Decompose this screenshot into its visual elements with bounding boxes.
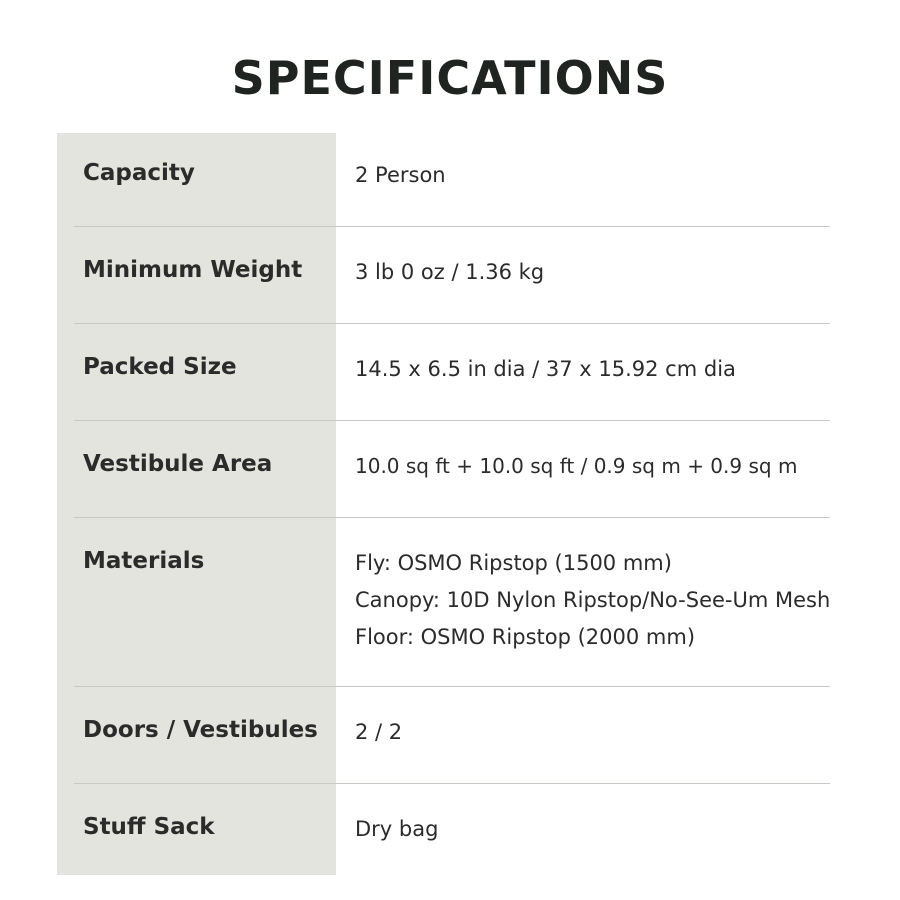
spec-value-line: Canopy: 10D Nylon Ripstop/No-See-Um Mesh [355, 588, 831, 612]
spec-value: 2 / 2 [355, 720, 403, 744]
row-divider [74, 686, 830, 687]
page-title: SPECIFICATIONS [231, 51, 669, 105]
row-divider [74, 783, 830, 784]
label-column-background [57, 133, 336, 875]
row-divider [74, 226, 830, 227]
spec-label: Doors / Vestibules [83, 717, 318, 743]
row-divider [74, 517, 830, 518]
spec-value: 14.5 x 6.5 in dia / 37 x 15.92 cm dia [355, 357, 736, 381]
spec-label: Vestibule Area [83, 451, 273, 477]
row-divider [74, 323, 830, 324]
row-divider [74, 420, 830, 421]
spec-value: Dry bag [355, 817, 439, 841]
spec-label: Materials [83, 548, 205, 574]
spec-label: Capacity [83, 160, 195, 186]
spec-label: Packed Size [83, 354, 237, 380]
spec-value: 2 Person [355, 163, 446, 187]
spec-label: Stuff Sack [83, 814, 215, 840]
spec-value: 3 lb 0 oz / 1.36 kg [355, 260, 545, 284]
spec-value: 10.0 sq ft + 10.0 sq ft / 0.9 sq m + 0.9 sq m [355, 454, 798, 478]
spec-value-line: Fly: OSMO Ripstop (1500 mm) [355, 551, 672, 575]
spec-value-line: Floor: OSMO Ripstop (2000 mm) [355, 625, 696, 649]
spec-label: Minimum Weight [83, 257, 303, 283]
